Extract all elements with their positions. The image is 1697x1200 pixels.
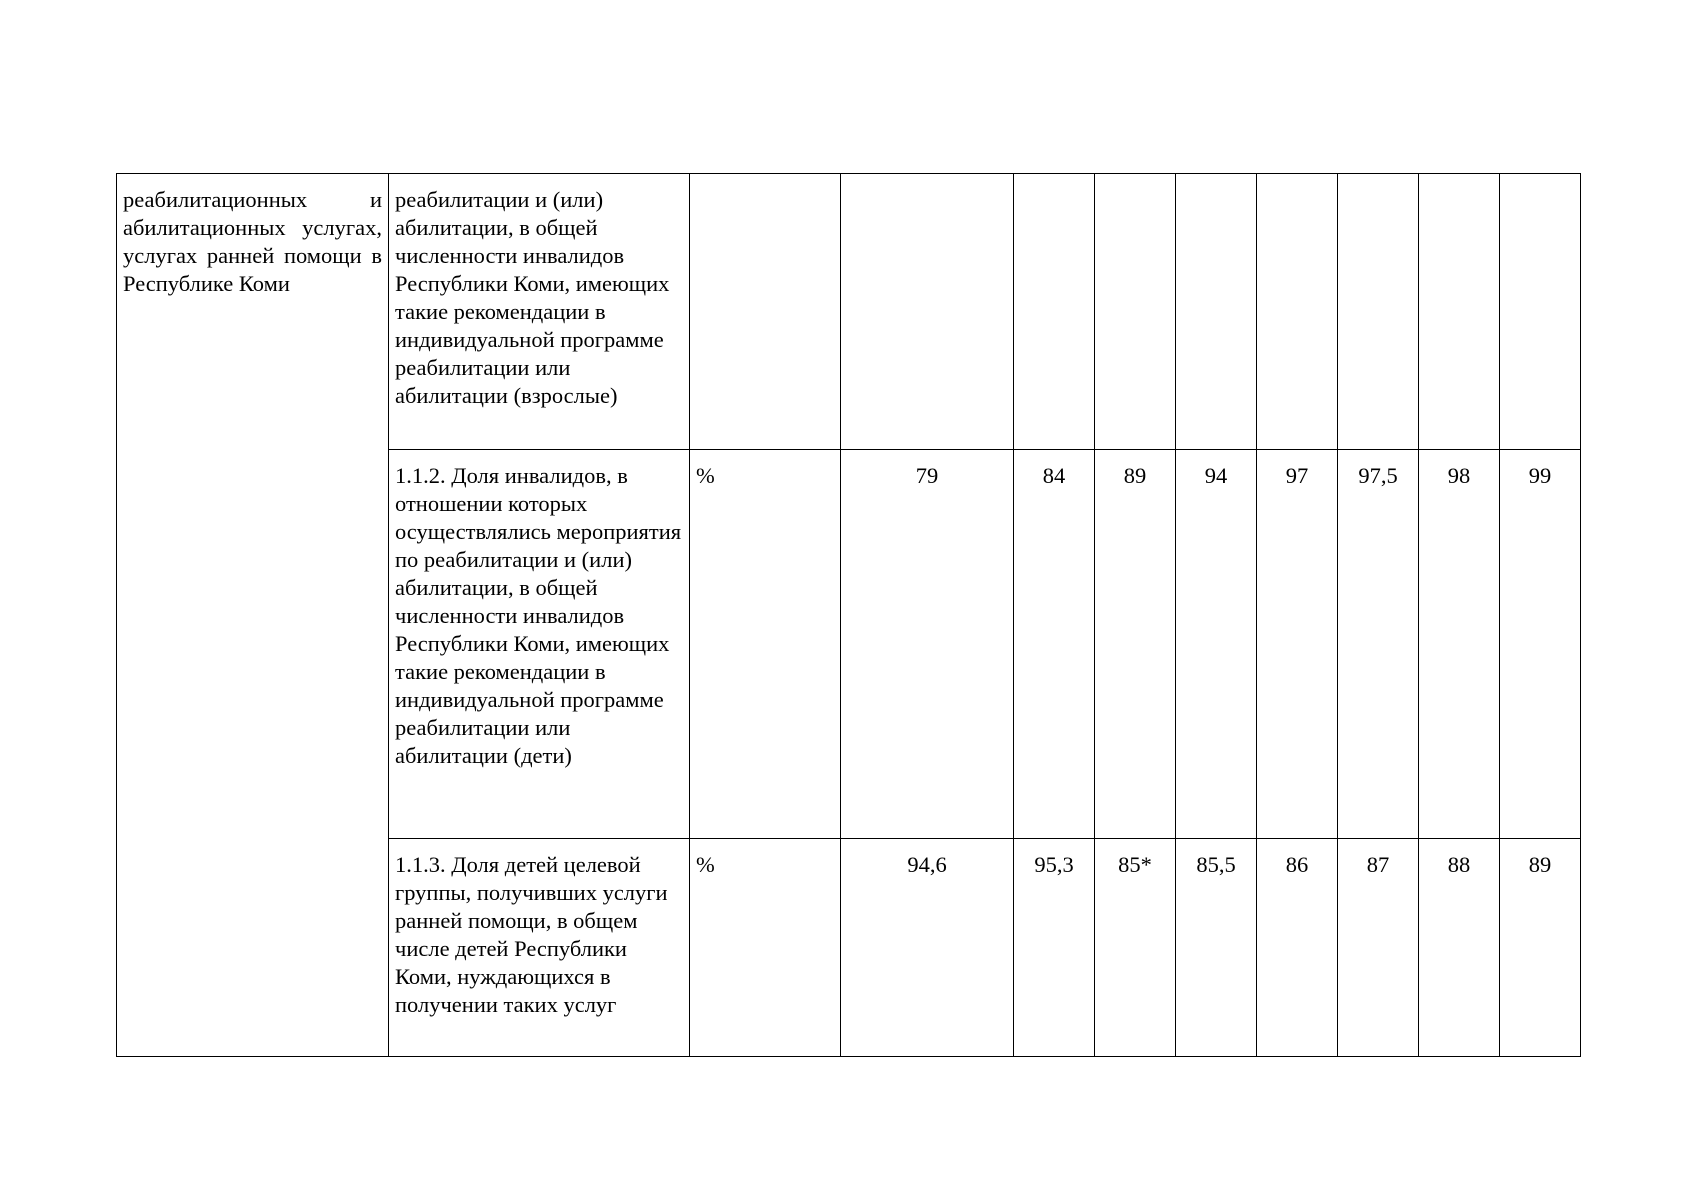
indicator-cell: 1.1.2. Доля инвалидов, в отношении которых осуществлялись мероприятия по реабилитации и (или) абилитации, в общей численности инвалидов Республики Коми, имеющих такие рекомендации в индивидуальной программе реабилитации или абилитации (дети) — [389, 450, 690, 839]
value-cell: 89 — [1095, 450, 1176, 839]
indicator-cell: 1.1.3. Доля детей целевой группы, получивших услуги ранней помощи, в общем числе детей Республики Коми, нуждающихся в получении таких услуг — [389, 839, 690, 1057]
value-cell — [1338, 174, 1419, 450]
value-cell: 98 — [1419, 450, 1500, 839]
unit-cell: % — [690, 839, 841, 1057]
value-cell — [1419, 174, 1500, 450]
indicator-cell: реабилитации и (или) абилитации, в общей численности инвалидов Республики Коми, имеющих такие рекомендации в индивидуальной программе реабилитации или абилитации (взрослые) — [389, 174, 690, 450]
value-cell — [1176, 174, 1257, 450]
value-cell: 94 — [1176, 450, 1257, 839]
unit-cell — [690, 174, 841, 450]
value-cell — [1014, 174, 1095, 450]
value-cell: 94,6 — [841, 839, 1014, 1057]
table-row — [117, 174, 1581, 450]
value-cell — [1500, 174, 1581, 450]
value-cell: 97 — [1257, 450, 1338, 839]
value-cell: 85* — [1095, 839, 1176, 1057]
value-cell: 89 — [1500, 839, 1581, 1057]
value-cell: 88 — [1419, 839, 1500, 1057]
indicators-table — [116, 173, 1581, 1057]
group-description-cell: реабилитационных и абилитационных услугах, услугах ранней помощи в Республике Коми — [117, 174, 389, 1057]
value-cell — [841, 174, 1014, 450]
value-cell: 86 — [1257, 839, 1338, 1057]
value-cell: 97,5 — [1338, 450, 1419, 839]
value-cell: 95,3 — [1014, 839, 1095, 1057]
value-cell — [1095, 174, 1176, 450]
value-cell: 85,5 — [1176, 839, 1257, 1057]
value-cell: 79 — [841, 450, 1014, 839]
unit-cell: % — [690, 450, 841, 839]
value-cell: 99 — [1500, 450, 1581, 839]
value-cell: 84 — [1014, 450, 1095, 839]
value-cell — [1257, 174, 1338, 450]
value-cell: 87 — [1338, 839, 1419, 1057]
